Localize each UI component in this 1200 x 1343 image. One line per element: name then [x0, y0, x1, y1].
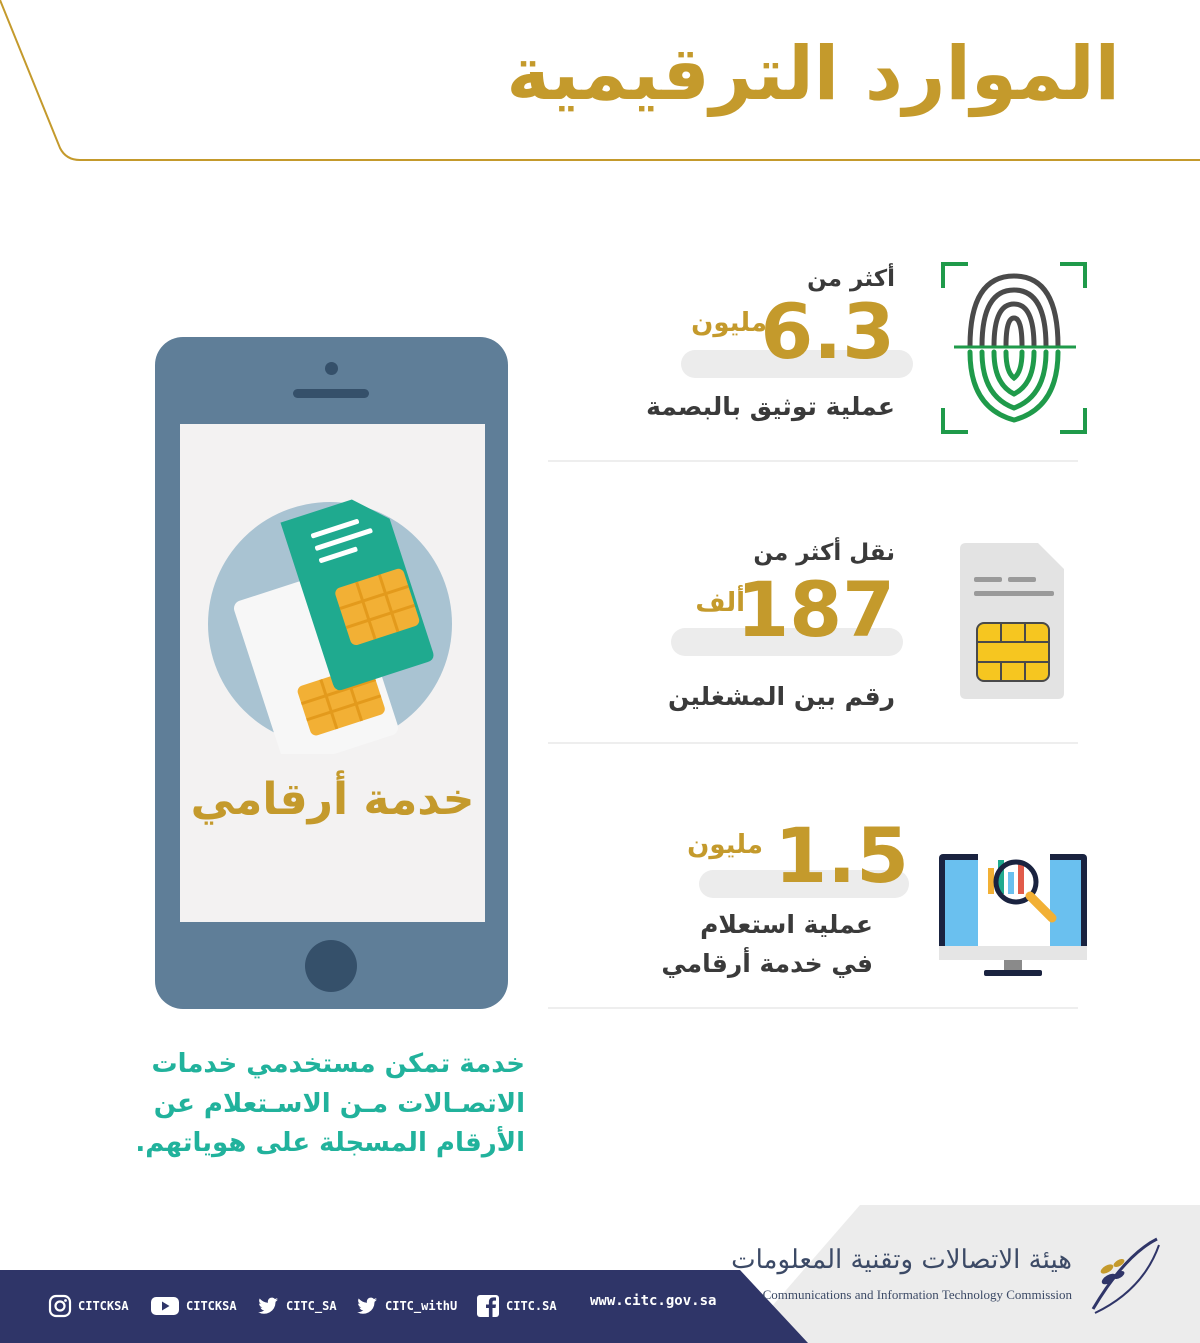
sim-card-icon: [960, 543, 1066, 701]
stat-prefix: نقل أكثر من: [753, 540, 895, 566]
fingerprint-icon: [940, 258, 1088, 438]
stat-fingerprint: [635, 266, 895, 427]
org-name-english: Communications and Information Technology Commission: [762, 1287, 1072, 1302]
caption-line: خدمة تمكن مستخدمي خدمات: [151, 1049, 525, 1079]
divider: [548, 1007, 1078, 1009]
stat-value: 1.5: [774, 811, 909, 900]
facebook-icon: [476, 1294, 500, 1318]
social-youtube[interactable]: [150, 1293, 237, 1319]
social-twitter-support[interactable]: [355, 1293, 457, 1319]
phone-screen: [180, 424, 485, 922]
stat-description-line2: في خدمة أرقامي: [661, 948, 873, 978]
social-facebook[interactable]: [476, 1293, 557, 1319]
service-name-label: خدمة أرقامي: [190, 774, 475, 825]
social-handle: CITCKSA: [78, 1299, 129, 1313]
social-handle: CITC_SA: [286, 1299, 337, 1313]
stat-prefix: أكثر من: [807, 266, 895, 292]
org-name-arabic: هيئة الاتصالات وتقنية المعلومات: [731, 1245, 1072, 1275]
social-instagram[interactable]: [48, 1293, 129, 1319]
caption-line: الأرقام المسجلة على هوياتهم.: [135, 1128, 525, 1159]
stat-unit: ألف: [695, 588, 745, 618]
stat-unit: مليون: [687, 830, 763, 860]
divider: [548, 460, 1078, 462]
phone-home-button: [305, 940, 357, 992]
monitor-search-icon: [938, 840, 1088, 982]
stat-description-line1: عملية استعلام: [700, 910, 873, 939]
stat-sim-transfer: [635, 540, 895, 717]
social-handle: CITC_withU: [385, 1299, 458, 1313]
twitter-icon: [256, 1294, 280, 1318]
stat-queries: [635, 811, 909, 984]
service-caption: [120, 1045, 525, 1164]
caption-line: الاتصـالات مـن الاسـتعلام عن: [153, 1088, 525, 1119]
divider: [548, 742, 1078, 744]
twitter-icon: [355, 1294, 379, 1318]
stat-unit: مليون: [691, 308, 767, 338]
phone-illustration: [155, 337, 508, 1009]
website-link[interactable]: www.citc.gov.sa: [590, 1293, 717, 1309]
stat-value: 187: [736, 565, 895, 654]
stat-description: عملية توثيق بالبصمة: [646, 392, 895, 421]
instagram-icon: [48, 1294, 72, 1318]
phone-speaker: [293, 389, 369, 398]
stat-description: رقم بين المشغلين: [667, 682, 895, 711]
citc-logo-icon: [1085, 1235, 1165, 1317]
page-title: الموارد الترقيمية: [506, 31, 1120, 117]
phone-camera: [325, 362, 338, 375]
stat-value: 6.3: [760, 287, 895, 376]
youtube-icon: [150, 1294, 180, 1318]
social-twitter[interactable]: [256, 1293, 337, 1319]
social-handle: CITC.SA: [506, 1299, 557, 1313]
sim-cards-icon: [200, 484, 465, 754]
social-handle: CITCKSA: [186, 1299, 237, 1313]
